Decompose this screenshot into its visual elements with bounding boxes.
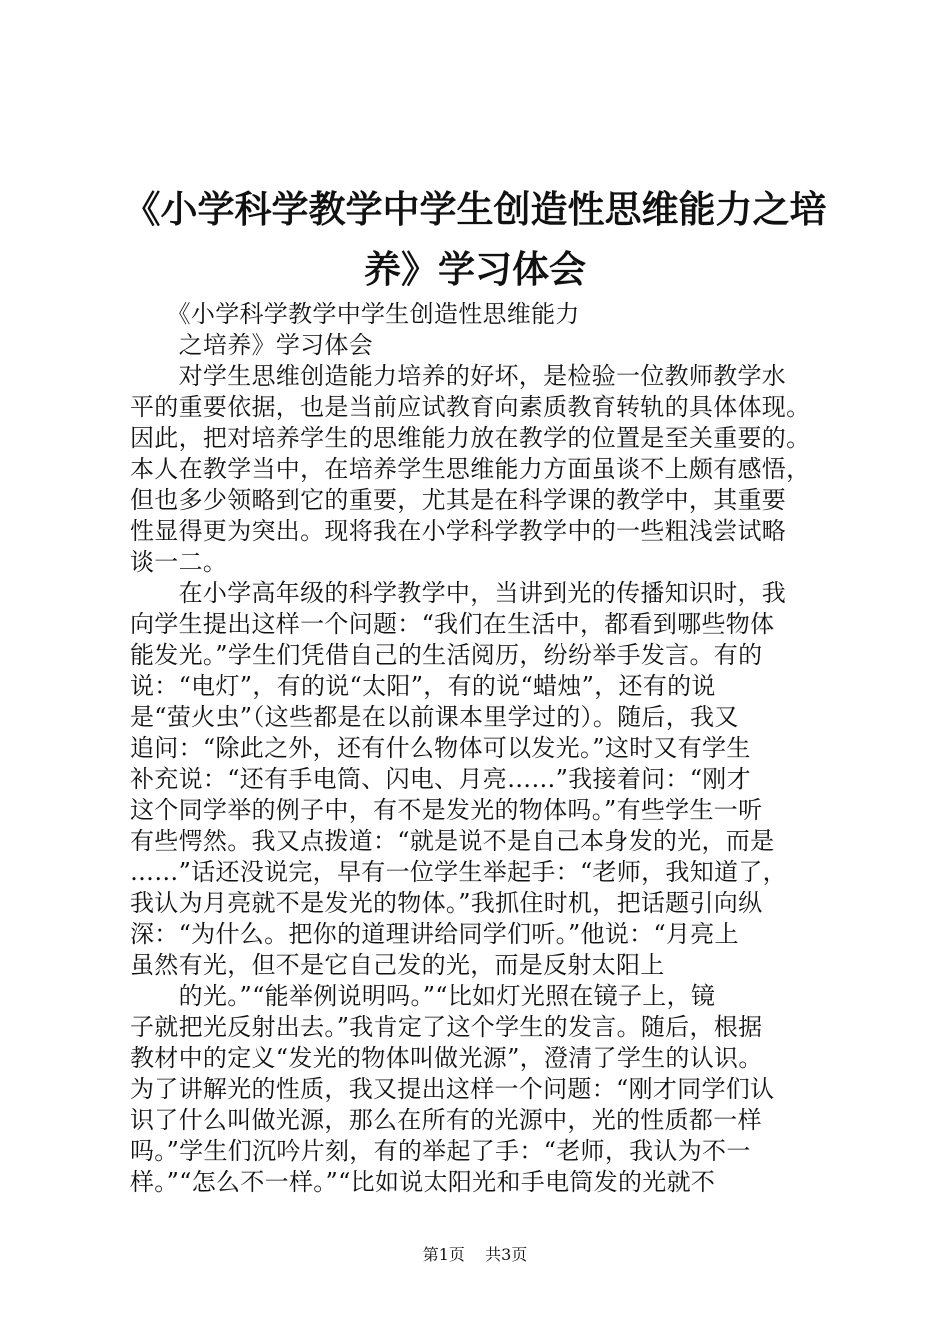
- body-line: 补充说：“还有手电筒、闪电、月亮……”我接着问：“刚才: [130, 765, 751, 793]
- body-line: 深：“为什么。把你的道理讲给同学们听。”他说：“月亮上: [130, 920, 739, 948]
- document-title-line-1: 《小学科学教学中学生创造性思维能力之培: [123, 188, 827, 231]
- body-line: 是“萤火虫”（这些都是在以前课本里学过的）。随后，我又: [130, 703, 739, 731]
- body-line: 子就把光反射出去。”我肯定了这个学生的发言。随后，根据: [130, 1013, 763, 1041]
- body-line: 说：“电灯”，有的说“太阳”，有的说“蜡烛”，还有的说: [130, 672, 716, 700]
- body-line: 因此，把对培养学生的思维能力放在教学的位置是至关重要的。: [130, 424, 811, 452]
- body-line: 《小学科学教学中学生创造性思维能力: [130, 300, 580, 328]
- page-footer: [0, 1245, 950, 1265]
- body-line: 平的重要依据，也是当前应试教育向素质教育转轨的具体体现。: [130, 393, 811, 421]
- body-line: 性显得更为突出。现将我在小学科学教学中的一些粗浅尝试略: [130, 517, 787, 545]
- body-line: 虽然有光，但不是它自己发的光，而是反射太阳上: [130, 951, 665, 979]
- body-line: 但也多少领略到它的重要，尤其是在科学课的教学中，其重要: [130, 486, 787, 514]
- body-line: 在小学高年级的科学教学中，当讲到光的传播知识时，我: [130, 579, 787, 607]
- body-line: 我认为月亮就不是发光的物体。”我抓住时机，把话题引向纵: [130, 889, 763, 917]
- body-line: 这个同学举的例子中，有不是发光的物体吗。”有些学生一听: [130, 796, 763, 824]
- body-line: 追问：“除此之外，还有什么物体可以发光。”这时又有学生: [130, 734, 751, 762]
- body-line: 吗。”学生们沉吟片刻，有的举起了手：“老师，我认为不一: [130, 1137, 751, 1165]
- document-title-line-2: 养》学习体会: [364, 248, 586, 291]
- body-line: 本人在教学当中，在培养学生思维能力方面虽谈不上颇有感悟，: [130, 455, 811, 483]
- body-line: 的光。”“能举例说明吗。”“比如灯光照在镜子上，镜: [130, 982, 716, 1010]
- body-line: 之培养》学习体会: [130, 331, 373, 359]
- body-line: ……”话还没说完，早有一位学生举起手：“老师，我知道了，: [130, 858, 787, 886]
- body-line: 能发光。”学生们凭借自己的生活阅历，纷纷举手发言。有的: [130, 641, 763, 669]
- body-line: 谈一二。: [130, 548, 228, 576]
- page-number: 第1页: [422, 1245, 465, 1264]
- body-line: 为了讲解光的性质，我又提出这样一个问题：“刚才同学们认: [130, 1075, 775, 1103]
- body-line: 教材中的定义“发光的物体叫做光源”，澄清了学生的认识。: [130, 1044, 763, 1072]
- page-total: 共3页: [485, 1245, 528, 1264]
- body-line: 样。”“怎么不一样。”“比如说太阳光和手电筒发的光就不: [130, 1168, 716, 1196]
- body-line: 向学生提出这样一个问题：“我们在生活中，都看到哪些物体: [130, 610, 775, 638]
- body-line: 对学生思维创造能力培养的好坏，是检验一位教师教学水: [130, 362, 787, 390]
- body-line: 识了什么叫做光源，那么在所有的光源中，光的性质都一样: [130, 1106, 762, 1134]
- body-line: 有些愕然。我又点拨道：“就是说不是自己本身发的光，而是: [130, 827, 775, 855]
